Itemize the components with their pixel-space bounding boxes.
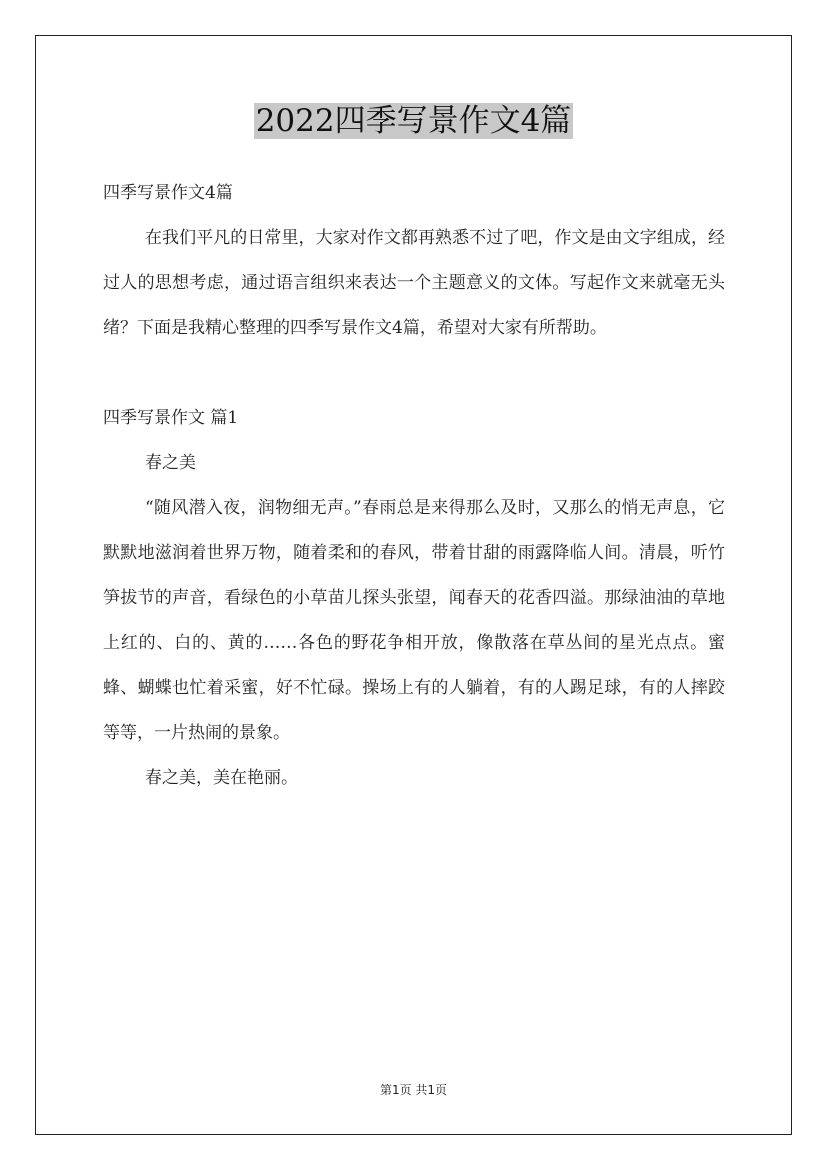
page-number: 第1页 共1页 [379,1083,448,1097]
section-gap [103,351,725,396]
intro-paragraph: 在我们平凡的日常里，大家对作文都再熟悉不过了吧，作文是由文字组成，经过人的思想考虑，通过语言组织来表达一个主题意义的文体。写起作文来就毫无头绪？下面是我精心整理的四季写景作文4篇，希望对大家有所帮助。 [103,228,725,338]
section-heading: 四季写景作文 篇1 [103,408,239,428]
page-footer [0,1081,827,1098]
document-body [103,171,725,801]
document-title [0,96,827,146]
section-closing: 春之美，美在艳丽。 [145,768,298,788]
subtitle: 四季写景作文4篇 [103,183,233,203]
section-paragraph: “随风潜入夜，润物细无声。”春雨总是来得那么及时，又那么的悄无声息，它默默地滋润着世界万物，随着柔和的春风，带着甘甜的雨露降临人间。清晨，听竹笋拔节的声音，看绿色的小草苗儿探头张望，闻春天的花香四溢。那绿油油的草地上红的、白的、黄的……各色的野花争相开放，像散落在草丛间的星光点点。蜜蜂、蝴蝶也忙着采蜜，好不忙碌。操场上有的人躺着，有的人踢足球，有的人摔跤等等，一片热闹的景象。 [103,498,725,743]
title-text: 2022四季写景作文4篇 [255,103,572,139]
section-subheading: 春之美 [145,453,196,473]
